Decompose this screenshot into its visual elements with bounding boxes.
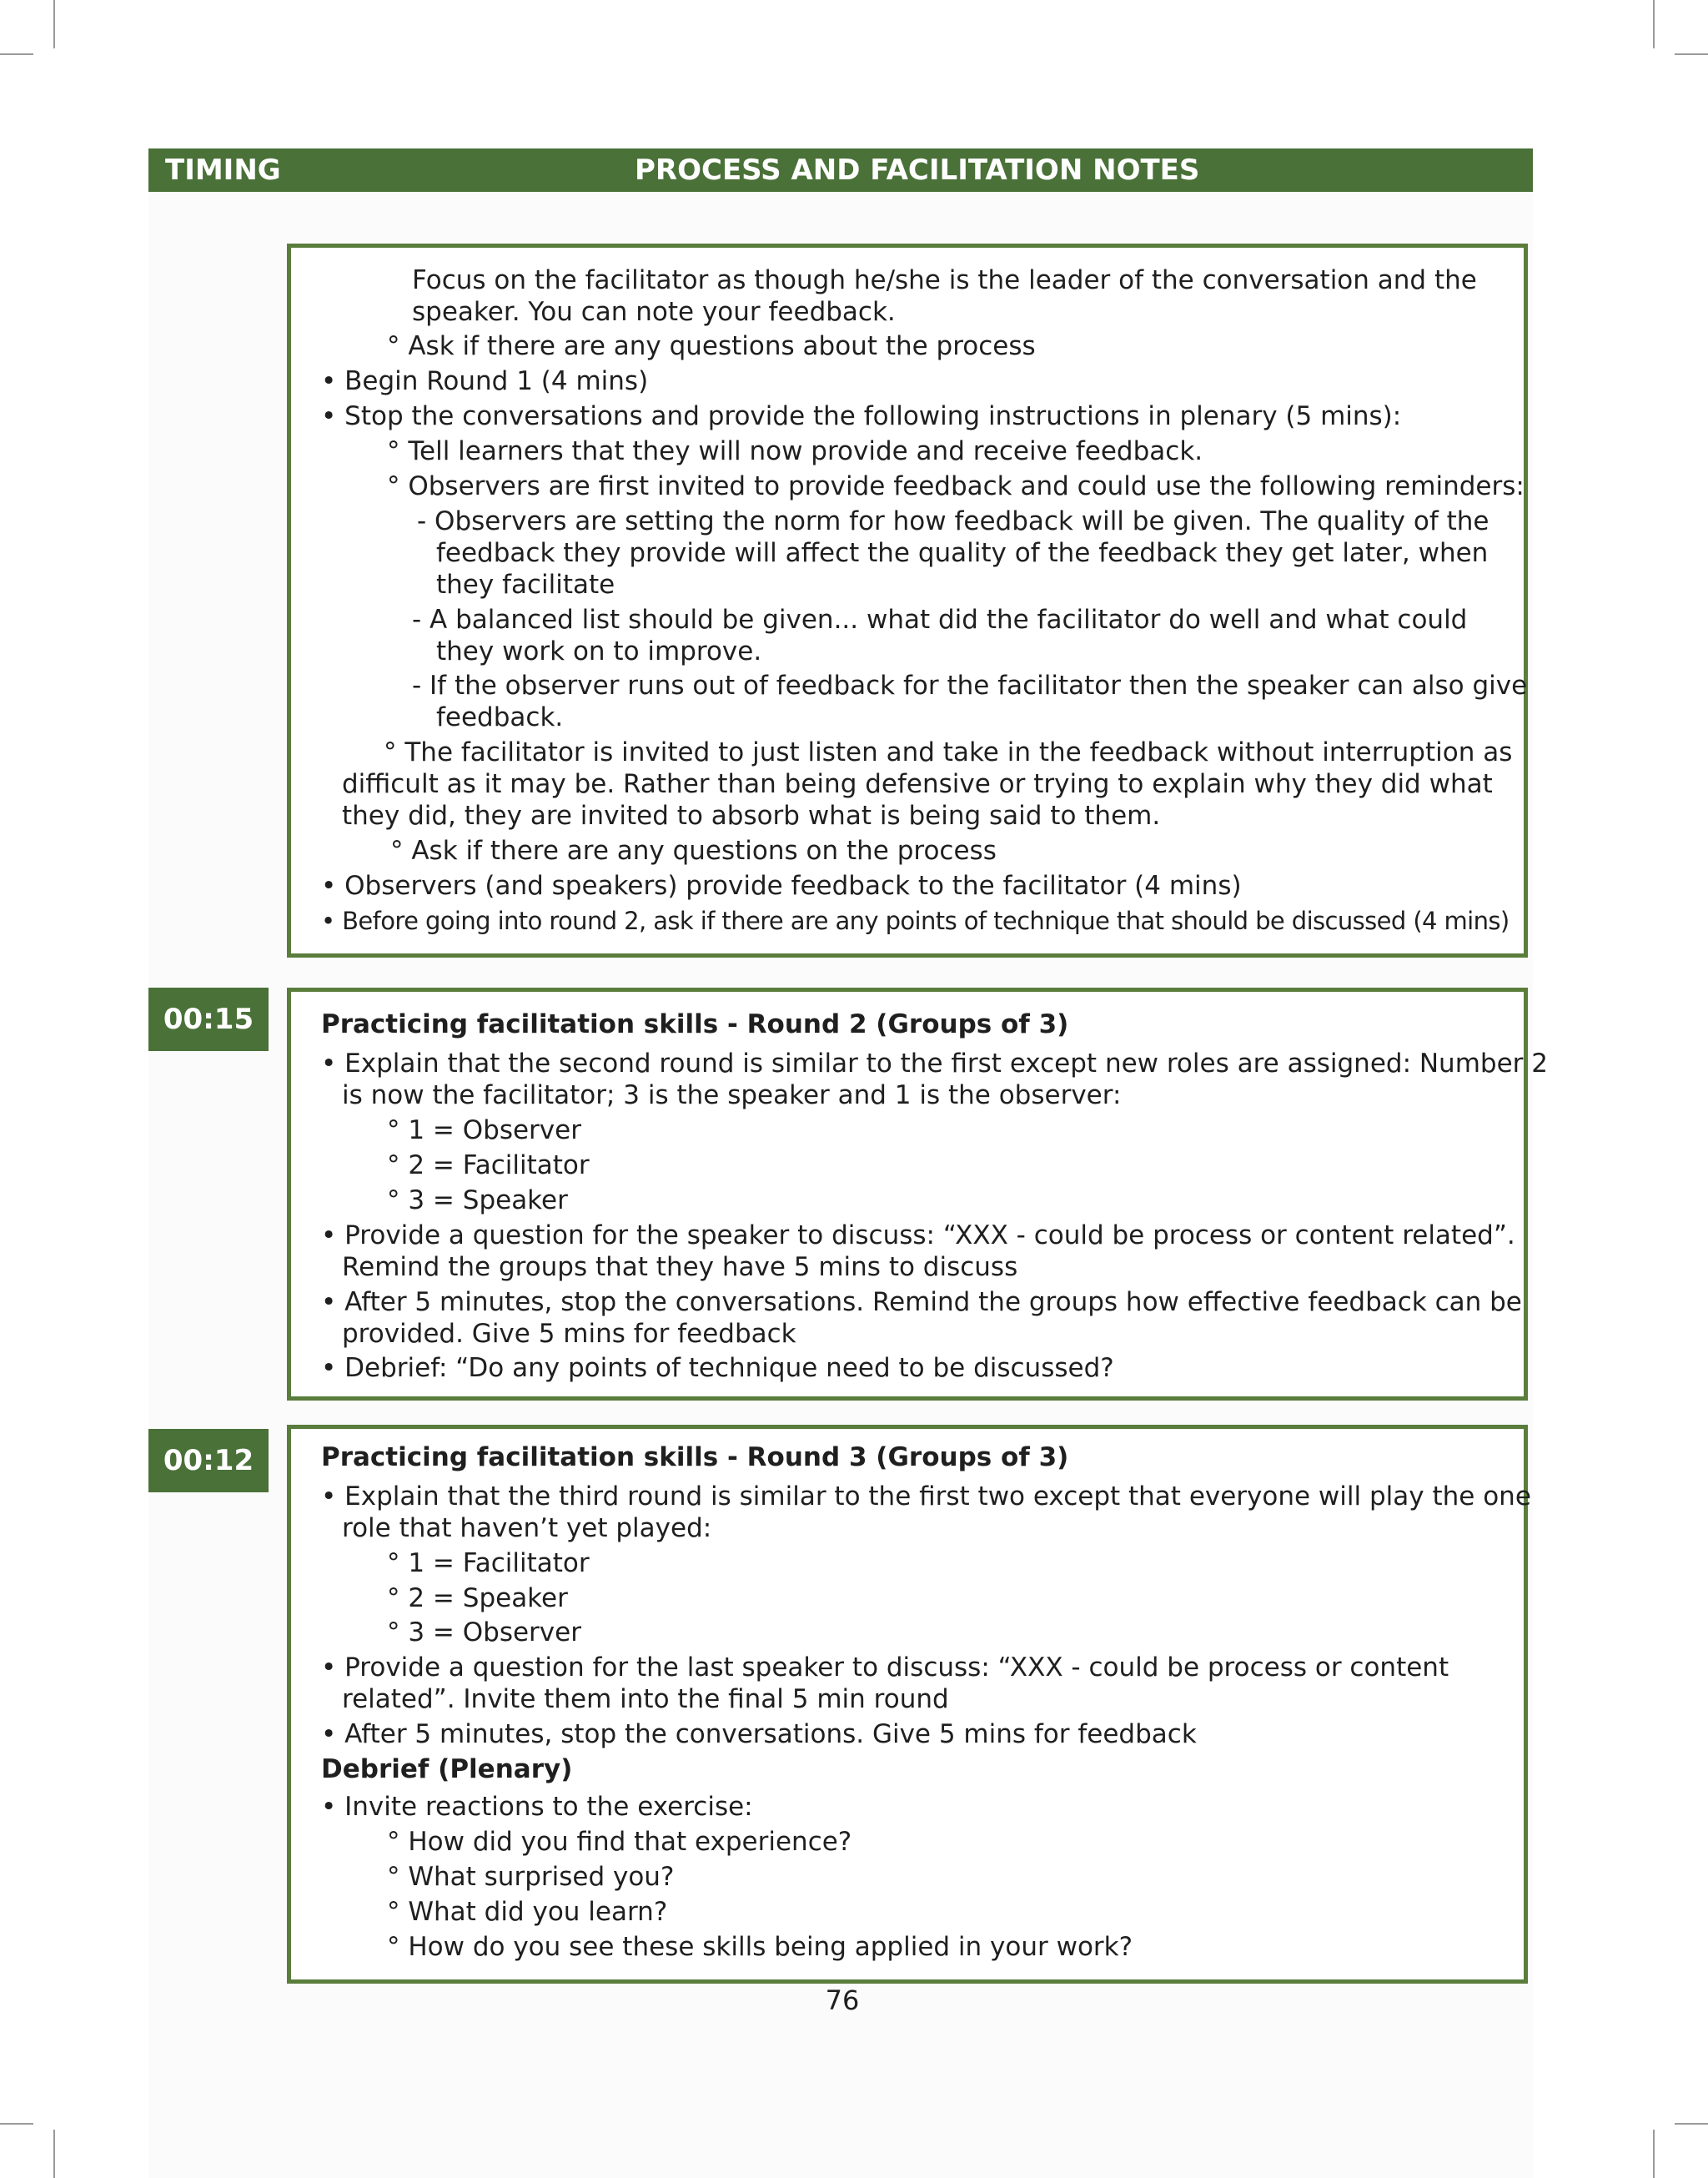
text-line: role that haven’t yet played:: [342, 1513, 712, 1543]
text-line: Remind the groups that they have 5 mins to discuss: [342, 1252, 1018, 1282]
list-item: ° 1 = Facilitator: [387, 1548, 590, 1578]
list-item: ° What surprised you?: [387, 1862, 675, 1892]
list-item: - A balanced list should be given... what did the facilitator do well and what could: [412, 605, 1468, 635]
list-item: ° 1 = Observer: [387, 1115, 581, 1145]
section-title: Practicing facilitation skills - Round 3 (Groups of 3): [321, 1442, 1069, 1472]
text-line: they facilitate: [436, 570, 615, 600]
list-item: ° 3 = Observer: [387, 1617, 581, 1647]
text-line: they work on to improve.: [436, 636, 762, 666]
list-item: • Observers (and speakers) provide feedback to the facilitator (4 mins): [321, 871, 1242, 901]
text-line: provided. Give 5 mins for feedback: [342, 1319, 796, 1349]
text-line: difficult as it may be. Rather than being defensive or trying to explain why they did what: [342, 769, 1493, 799]
list-item: • Before going into round 2, ask if there are any points of technique that should be discussed (4 mins): [321, 907, 1510, 935]
list-item: ° 2 = Facilitator: [387, 1150, 590, 1180]
list-item: • Debrief: “Do any points of technique need to be discussed?: [321, 1353, 1114, 1383]
table-header: [148, 148, 1533, 192]
timing-badge-00-15: 00:15: [148, 988, 269, 1051]
list-item: • Provide a question for the speaker to discuss: “XXX - could be process or content related”.: [321, 1220, 1515, 1250]
list-item: - If the observer runs out of feedback for the facilitator then the speaker can also give: [412, 671, 1528, 701]
list-item: ° The facilitator is invited to just listen and take in the feedback without interruption as: [384, 737, 1513, 767]
crop-mark: [1675, 2123, 1708, 2125]
text-line: feedback they provide will affect the quality of the feedback they get later, when: [436, 538, 1489, 568]
section-title: Practicing facilitation skills - Round 2 (Groups of 3): [321, 1009, 1069, 1039]
text-line: speaker. You can note your feedback.: [412, 297, 896, 327]
list-item: ° Tell learners that they will now provide and receive feedback.: [387, 436, 1203, 466]
list-item: • Explain that the second round is similar to the first except new roles are assigned: Number 2: [321, 1049, 1548, 1079]
text-line: Focus on the facilitator as though he/she is the leader of the conversation and the: [412, 265, 1477, 295]
crop-mark: [0, 53, 33, 55]
text-line: they did, they are invited to absorb what is being said to them.: [342, 801, 1161, 831]
crop-mark: [1653, 2130, 1655, 2178]
list-item: • Begin Round 1 (4 mins): [321, 366, 649, 396]
list-item: - Observers are setting the norm for how feedback will be given. The quality of the: [417, 506, 1489, 536]
header-process-notes: PROCESS AND FACILITATION NOTES: [635, 153, 1200, 187]
list-item: • Stop the conversations and provide the following instructions in plenary (5 mins):: [321, 401, 1402, 431]
list-item: ° 3 = Speaker: [387, 1185, 568, 1215]
list-item: ° How did you find that experience?: [387, 1827, 852, 1857]
list-item: • Explain that the third round is similar to the first two except that everyone will play the one: [321, 1481, 1531, 1512]
crop-mark: [53, 2130, 55, 2178]
list-item: ° What did you learn?: [387, 1897, 668, 1927]
list-item: ° 2 = Speaker: [387, 1583, 568, 1613]
crop-mark: [53, 0, 55, 48]
list-item: ° Observers are first invited to provide feedback and could use the following reminders:: [387, 471, 1525, 501]
list-item: ° How do you see these skills being applied in your work?: [387, 1932, 1133, 1962]
list-item: ° Ask if there are any questions about the process: [387, 331, 1036, 361]
text-line: is now the facilitator; 3 is the speaker and 1 is the observer:: [342, 1080, 1122, 1110]
timing-badge-00-12: 00:12: [148, 1429, 269, 1492]
crop-mark: [1653, 0, 1655, 48]
crop-mark: [0, 2123, 33, 2125]
page-number: 76: [825, 1984, 860, 2016]
list-item: • After 5 minutes, stop the conversations. Remind the groups how effective feedback can be: [321, 1287, 1522, 1317]
list-item: ° Ask if there are any questions on the process: [390, 836, 997, 866]
text-line: feedback.: [436, 702, 564, 732]
list-item: • Provide a question for the last speaker to discuss: “XXX - could be process or content: [321, 1652, 1449, 1683]
crop-mark: [1675, 53, 1708, 55]
list-item: • Invite reactions to the exercise:: [321, 1792, 753, 1822]
text-line: related”. Invite them into the final 5 min round: [342, 1684, 949, 1714]
debrief-title: Debrief (Plenary): [321, 1754, 573, 1784]
list-item: • After 5 minutes, stop the conversations. Give 5 mins for feedback: [321, 1719, 1197, 1749]
header-timing: TIMING: [165, 153, 281, 187]
